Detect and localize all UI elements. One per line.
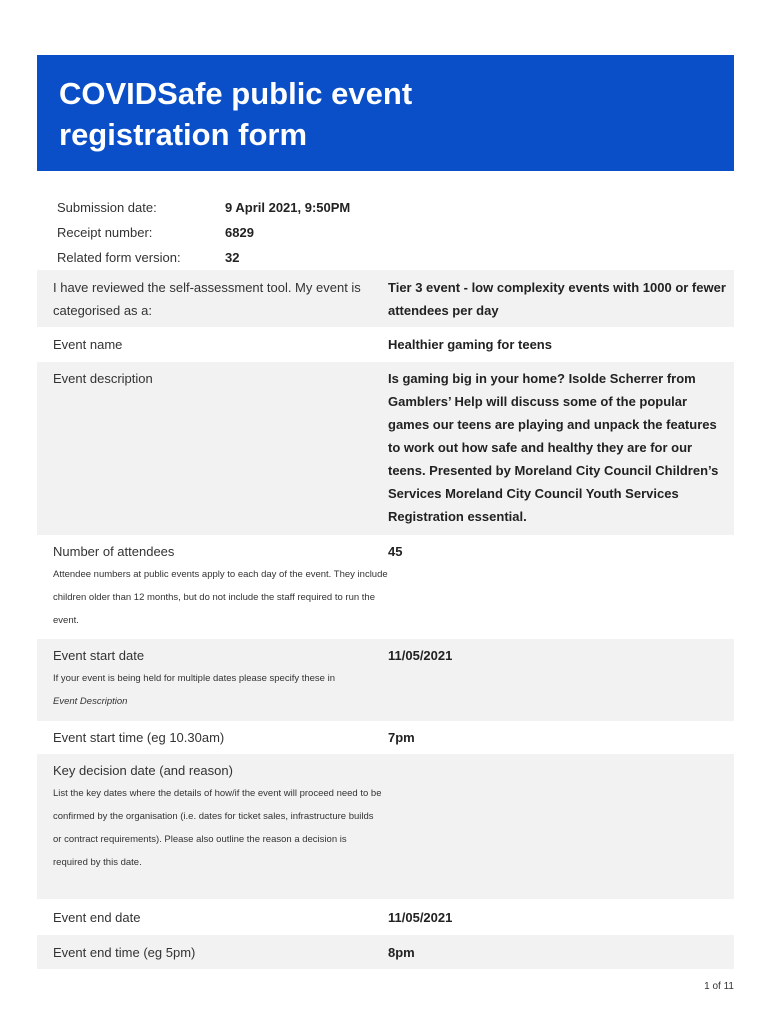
start-date-row [37, 639, 734, 721]
submission-date-row [57, 195, 717, 220]
form-header [37, 55, 734, 171]
start-date-answer: 11/05/2021 [388, 648, 453, 663]
end-date-answer: 11/05/2021 [388, 910, 453, 925]
form-title: COVIDSafe public event registration form [59, 76, 413, 152]
receipt-label: Receipt number: [57, 225, 153, 240]
form-version-row [57, 245, 717, 270]
start-date-hint: If your event is being held for multiple dates please specify these in [53, 673, 335, 684]
event-name-answer: Healthier gaming for teens [388, 337, 552, 352]
event-name-row [37, 327, 734, 362]
attendees-row [37, 535, 734, 639]
submission-date-value: 9 April 2021, 9:50PM [225, 200, 351, 215]
start-time-question: Event start time (eg 10.30am) [53, 730, 225, 745]
event-description-row [37, 362, 734, 535]
form-answers [37, 270, 734, 969]
category-row [37, 270, 734, 327]
end-time-answer: 8pm [388, 945, 415, 960]
attendees-question: Number of attendees Attendee numbers at public events apply to each day of the event. They include children older than 12 months, but do not include the staff required to run the event. [53, 540, 393, 632]
attendees-answer: 45 [388, 544, 403, 559]
key-decision-row [37, 754, 734, 899]
event-description-answer: Is gaming big in your home? Isolde Scherrer from Gamblers’ Help will discuss some of the popular games our teens are playing and unpack the features to work out how safe and healthy they are for our teens. Presented by Moreland City Council Children’s Services Moreland City Council Youth Services Registration essential. [388, 371, 719, 524]
start-date-hint-italic: Event Description [53, 696, 128, 707]
receipt-row [57, 220, 717, 245]
submission-date-label: Submission date: [57, 200, 157, 215]
start-time-row [37, 721, 734, 754]
receipt-value: 6829 [225, 225, 254, 240]
end-time-question: Event end time (eg 5pm) [53, 945, 196, 960]
submission-meta [57, 195, 717, 270]
key-decision-question: Key decision date (and reason) List the key dates where the details of how/if the event will proceed need to be confirmed by the organisation (i.e. dates for ticket sales, infrastructure builds or contract requirements). Please also outline the reason a decision is required by this date. [53, 759, 383, 874]
category-answer: Tier 3 event - low complexity events with 1000 or fewer attendees per day [388, 280, 726, 318]
end-date-row [37, 899, 734, 935]
start-time-answer: 7pm [388, 730, 415, 745]
category-question: I have reviewed the self-assessment tool. My event is categorised as a: [53, 280, 361, 318]
key-decision-hint: List the key dates where the details of how/if the event will proceed need to be confirmed by the organisation (i.e. dates for ticket sales, infrastructure builds or contract requirements). Please also outline the reason a decision is required by this date. [53, 788, 382, 868]
event-name-question: Event name [53, 337, 123, 352]
page-number: 1 of 11 [704, 981, 734, 992]
attendees-hint: Attendee numbers at public events apply to each day of the event. They include children older than 12 months, but do not include the staff required to run the event. [53, 569, 388, 626]
event-description-question: Event description [53, 371, 153, 386]
form-version-value: 32 [225, 250, 240, 265]
form-version-label: Related form version: [57, 250, 181, 265]
end-time-row [37, 935, 734, 969]
end-date-question: Event end date [53, 910, 141, 925]
start-date-question: Event start date If your event is being held for multiple dates please specify these in Event Description [53, 644, 393, 713]
